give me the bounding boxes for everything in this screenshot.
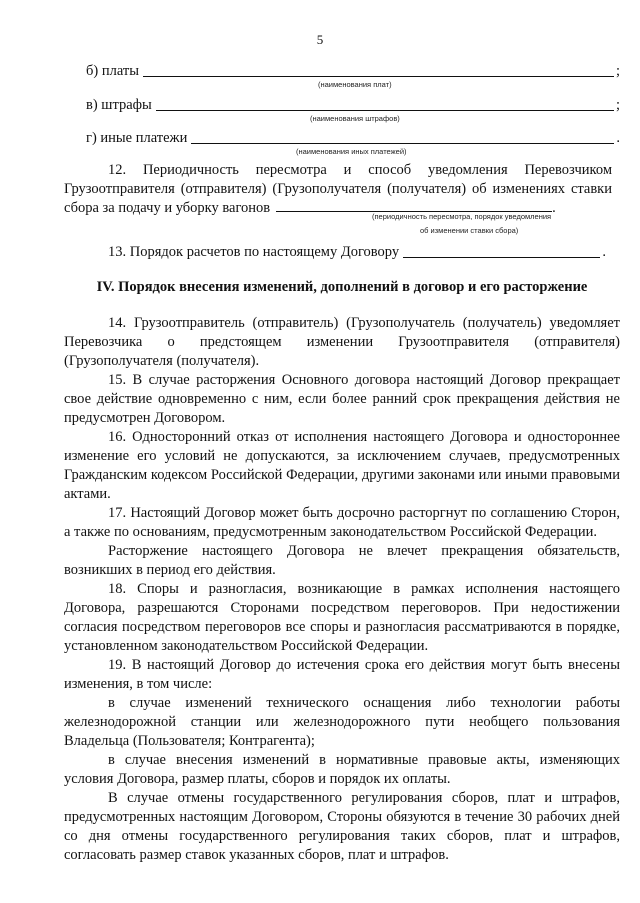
paragraph-19: 19. В настоящий Договор до истечения срока его действия могут быть внесены изменения, в том числе: (64, 657, 620, 692)
page-number: 5 (316, 32, 324, 47)
paragraph-18: 18. Споры и разногласия, возникающие в рамках исполнения настоящего Договора, разрешаются Сторонами посредством переговоров. При недостижении согласия посредством переговоров все споры и разногласия рассматриваются в порядке, установленном законодательством Российской Федерации. (64, 581, 620, 654)
paragraph-19-case-regulatory: в случае внесения изменений в нормативные правовые акты, изменяющих условия Договора, размер платы, сборов и порядок их оплаты. (64, 752, 620, 787)
fee-terminator: ; (615, 63, 620, 79)
other-payments-blank (191, 130, 614, 144)
paragraph-14: 14. Грузоотправитель (отправитель) (Грузополучатель (получатель) уведомляет Перевозчика о предстоящем изменении Грузоотправителя (отправителя) (Грузополучателя (получателя). (64, 315, 620, 369)
paragraph-termination-obligations: Расторжение настоящего Договора не влечет прекращения обязательств, возникших в период его действия. (64, 543, 620, 578)
item-12-text: 12. Периодичность пересмотра и способ уведомления Перевозчиком Грузоотправителя (отправителя) (Грузополучателя (получателя) об изменениях ставки сбора за подачу и уборку вагонов . (64, 162, 612, 216)
item-13-blank (403, 244, 600, 258)
paragraph-16: 16. Односторонний отказ от исполнения настоящего Договора и одностороннее изменение его условий не допускаются, за исключением случаев, предусмотренных Гражданским кодексом Российской Федерации, другими законами или иными правовыми актами. (64, 429, 620, 502)
other-payments-label: г) иные платежи (86, 130, 188, 146)
item-13-line (108, 243, 606, 261)
other-payments-line (86, 129, 620, 147)
paragraph-15: 15. В случае расторжения Основного договора настоящий Договор прекращает свое действие одновременно с ним, если более ранний срок прекращения действия не предусмотрен Договором. (64, 372, 620, 426)
fee-blank (143, 63, 614, 77)
section-heading: IV. Порядок внесения изменений, дополнений в договор и его расторжение (96, 279, 588, 295)
fee-line (86, 62, 620, 80)
other-payments-caption: (наименования иных платежей) (296, 147, 407, 156)
paragraph-deregulation: В случае отмены государственного регулирования сборов, плат и штрафов, предусмотренных настоящим Договором, Стороны обязуются в течение 30 рабочих дней со дня отмены государственного регулирования таких сборов, плат и штрафов, согласовать размер ставок указанных сборов, плат и штрафов. (64, 790, 620, 863)
item-12-caption-line2: об изменении ставки сбора) (420, 226, 519, 235)
penalty-blank (156, 97, 614, 111)
penalty-terminator: ; (615, 97, 620, 113)
section-body (64, 314, 620, 865)
fee-label: б) платы (86, 63, 139, 79)
item-13-label: 13. Порядок расчетов по настоящему Договору (108, 244, 400, 260)
item-13-terminator: . (602, 244, 606, 260)
paragraph-19-case-technical: в случае изменений технического оснащения либо технологии работы железнодорожной станции или железнодорожного пути необщего пользования Владельца (Пользователя; Контрагента); (64, 695, 620, 749)
penalty-caption: (наименования штрафов) (310, 114, 400, 123)
paragraph-17: 17. Настоящий Договор может быть досрочно расторгнут по соглашению Сторон, а также по основаниям, предусмотренным законодательством Российской Федерации. (64, 505, 620, 540)
penalty-line (86, 96, 620, 114)
item-12-block (64, 161, 612, 218)
other-payments-terminator: . (616, 130, 620, 146)
penalty-label: в) штрафы (86, 97, 152, 113)
item-12-blank (276, 199, 552, 212)
fee-caption: (наименования плат) (318, 80, 392, 89)
item-12-caption-line1: (периодичность пересмотра, порядок уведомления (372, 212, 552, 221)
